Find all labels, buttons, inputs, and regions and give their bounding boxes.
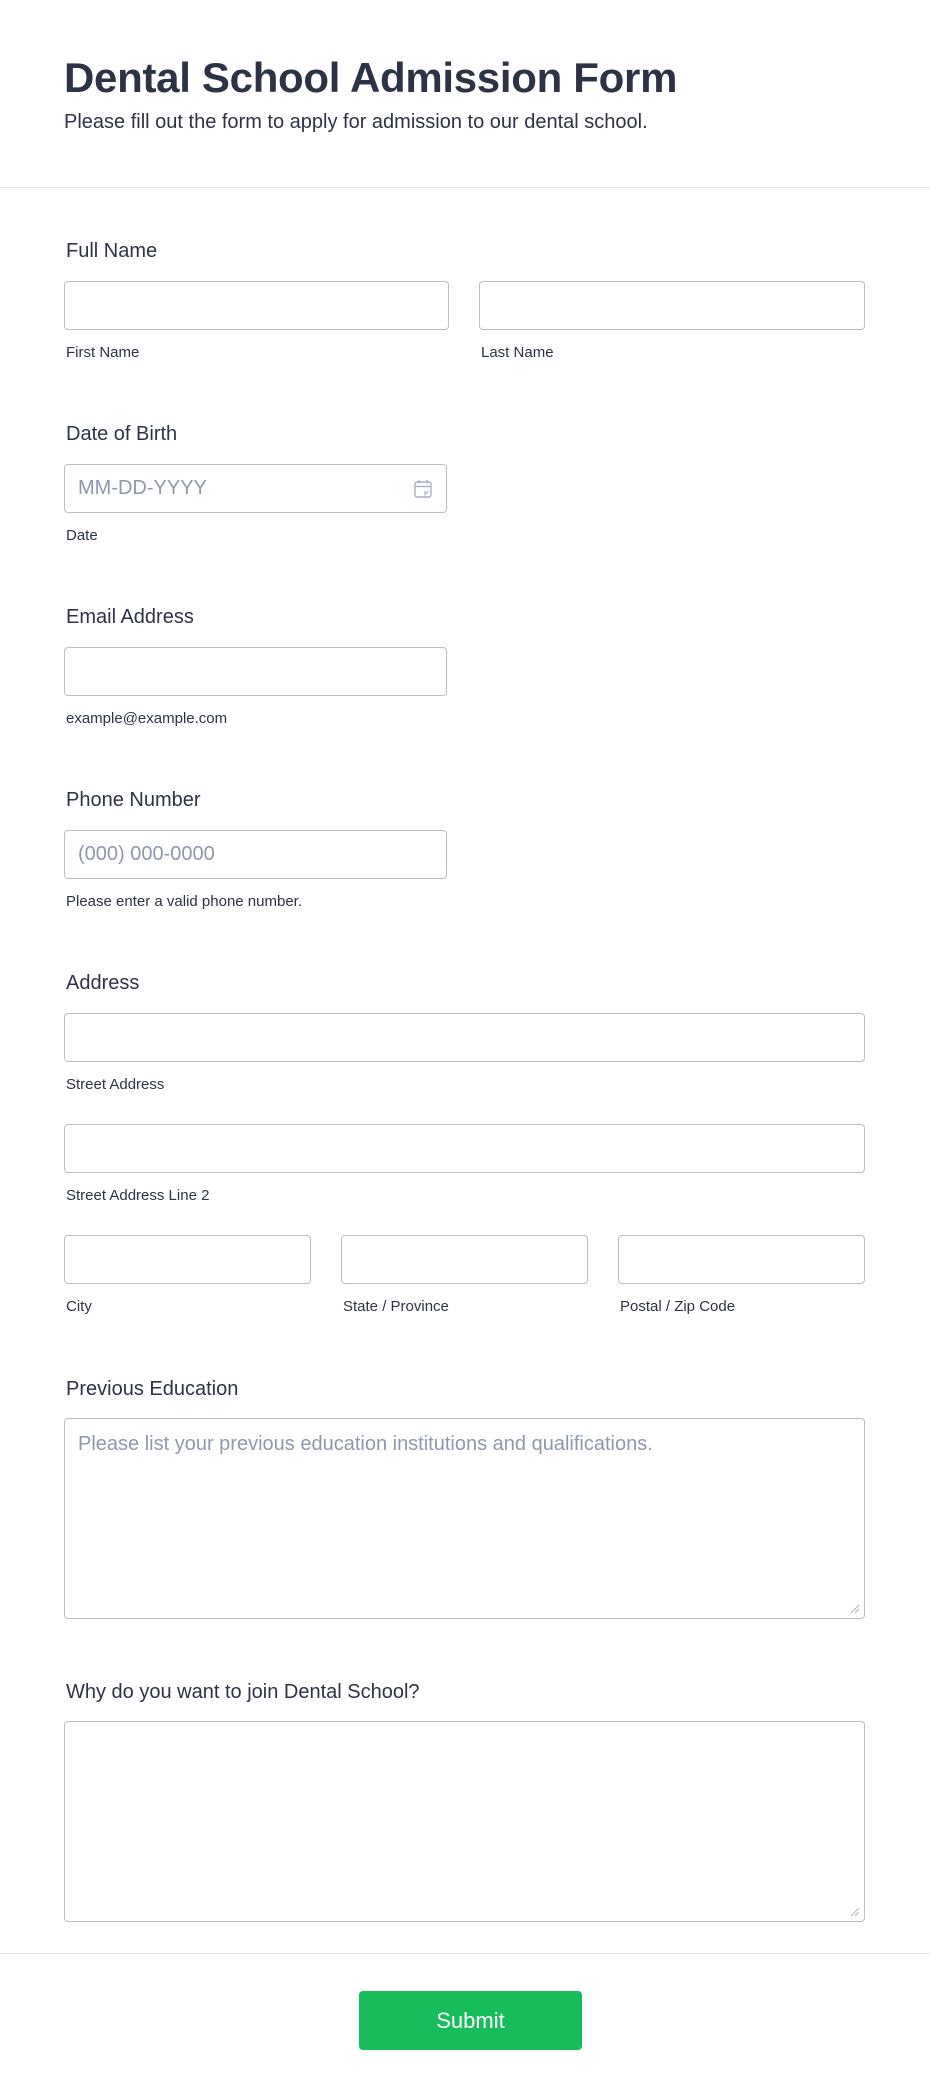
education-placeholder: Please list your previous education institutions and qualifications. <box>78 1433 653 1455</box>
street-address-line2-input[interactable] <box>64 1124 865 1173</box>
education-textarea[interactable] <box>64 1418 865 1619</box>
phone-input[interactable] <box>64 830 447 879</box>
phone-sublabel: Please enter a valid phone number. <box>66 893 302 910</box>
calendar-icon[interactable] <box>414 479 432 498</box>
resize-handle-icon[interactable] <box>850 1907 860 1917</box>
full-name-label: Full Name <box>66 240 158 262</box>
footer-divider <box>0 1953 930 1954</box>
email-input[interactable] <box>64 647 447 696</box>
motivation-textarea[interactable] <box>64 1721 865 1922</box>
last-name-input[interactable] <box>479 281 865 330</box>
street-address-sublabel: Street Address <box>66 1076 165 1093</box>
email-label: Email Address <box>66 606 194 628</box>
page-subtitle: Please fill out the form to apply for admission to our dental school. <box>64 111 648 133</box>
first-name-sublabel: First Name <box>66 344 140 361</box>
dob-placeholder: MM-DD-YYYY <box>78 477 207 499</box>
submit-button[interactable]: Submit <box>359 1991 582 2050</box>
motivation-label: Why do you want to join Dental School? <box>66 1681 420 1703</box>
form-header <box>0 0 930 188</box>
street-address-input[interactable] <box>64 1013 865 1062</box>
zip-input[interactable] <box>618 1235 865 1284</box>
page-title: Dental School Admission Form <box>64 54 678 101</box>
resize-handle-icon[interactable] <box>850 1604 860 1614</box>
email-sublabel: example@example.com <box>66 710 228 727</box>
street-address-line2-sublabel: Street Address Line 2 <box>66 1187 210 1204</box>
dob-sublabel: Date <box>66 527 98 544</box>
phone-placeholder: (000) 000-0000 <box>78 843 215 865</box>
city-input[interactable] <box>64 1235 311 1284</box>
dob-input[interactable] <box>64 464 447 513</box>
phone-label: Phone Number <box>66 789 201 811</box>
city-sublabel: City <box>66 1298 92 1315</box>
zip-sublabel: Postal / Zip Code <box>620 1298 736 1315</box>
last-name-sublabel: Last Name <box>481 344 554 361</box>
address-label: Address <box>66 972 140 994</box>
dob-label: Date of Birth <box>66 423 178 445</box>
first-name-input[interactable] <box>64 281 449 330</box>
education-label: Previous Education <box>66 1378 239 1400</box>
state-sublabel: State / Province <box>343 1298 449 1315</box>
state-input[interactable] <box>341 1235 588 1284</box>
